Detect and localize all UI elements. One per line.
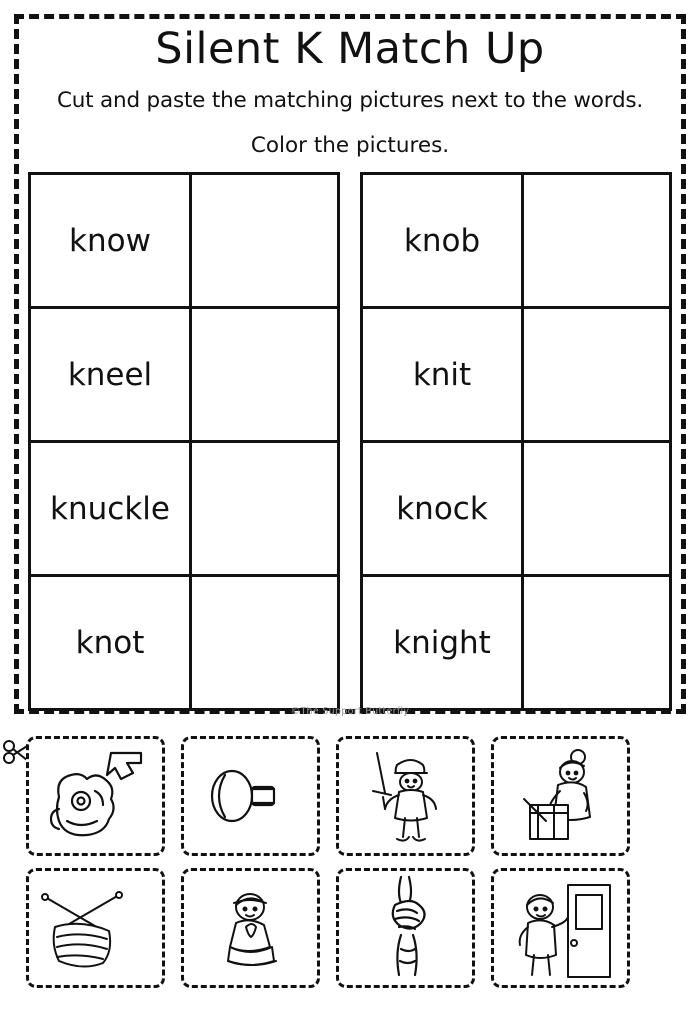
knuckle-fist-icon [29,739,162,853]
boy-knocking-on-door-icon [494,871,627,985]
knight-with-sword-icon [339,739,472,853]
cut-out-cards [26,736,678,1000]
paste-cell[interactable] [523,174,671,308]
word-cell: knob [362,174,523,308]
paste-cell[interactable] [191,308,339,442]
card-door-knob[interactable] [181,736,320,856]
paste-cell[interactable] [191,576,339,710]
word-cell: knight [362,576,523,710]
word-cell: knuckle [30,442,191,576]
card-row [26,868,678,988]
table-row [30,174,339,308]
rope-knot-icon [339,871,472,985]
paste-cell[interactable] [191,442,339,576]
right-match-table [360,172,672,711]
instruction-line-1: Cut and paste the matching pictures next to the words. [56,88,644,113]
left-match-table [28,172,340,711]
card-knuckle-fist[interactable] [26,736,165,856]
table-row [362,174,671,308]
table-row [362,442,671,576]
kneeling-girl-icon [184,871,317,985]
girl-knitting-icon [494,739,627,853]
card-knit[interactable] [491,736,630,856]
card-knock[interactable] [491,868,630,988]
table-row [30,308,339,442]
word-cell: know [30,174,191,308]
word-cell: knit [362,308,523,442]
word-cell: knot [30,576,191,710]
paste-cell[interactable] [523,442,671,576]
instruction-line-2: Color the pictures. [250,133,450,158]
copyright-notice: ©The Support Butterfly [290,706,410,717]
match-tables [0,172,700,711]
table-row [30,576,339,710]
page-title: Silent K Match Up [155,24,545,74]
word-cell: knock [362,442,523,576]
word-cell: kneel [30,308,191,442]
door-knob-icon [184,739,317,853]
table-row [362,308,671,442]
card-row [26,736,678,856]
paste-cell[interactable] [191,174,339,308]
paste-cell[interactable] [523,576,671,710]
card-kneel[interactable] [181,868,320,988]
knitting-needles-yarn-icon [29,871,162,985]
card-knot[interactable] [336,868,475,988]
card-knitting-yarn[interactable] [26,868,165,988]
table-row [30,442,339,576]
table-row [362,576,671,710]
paste-cell[interactable] [523,308,671,442]
card-knight[interactable] [336,736,475,856]
